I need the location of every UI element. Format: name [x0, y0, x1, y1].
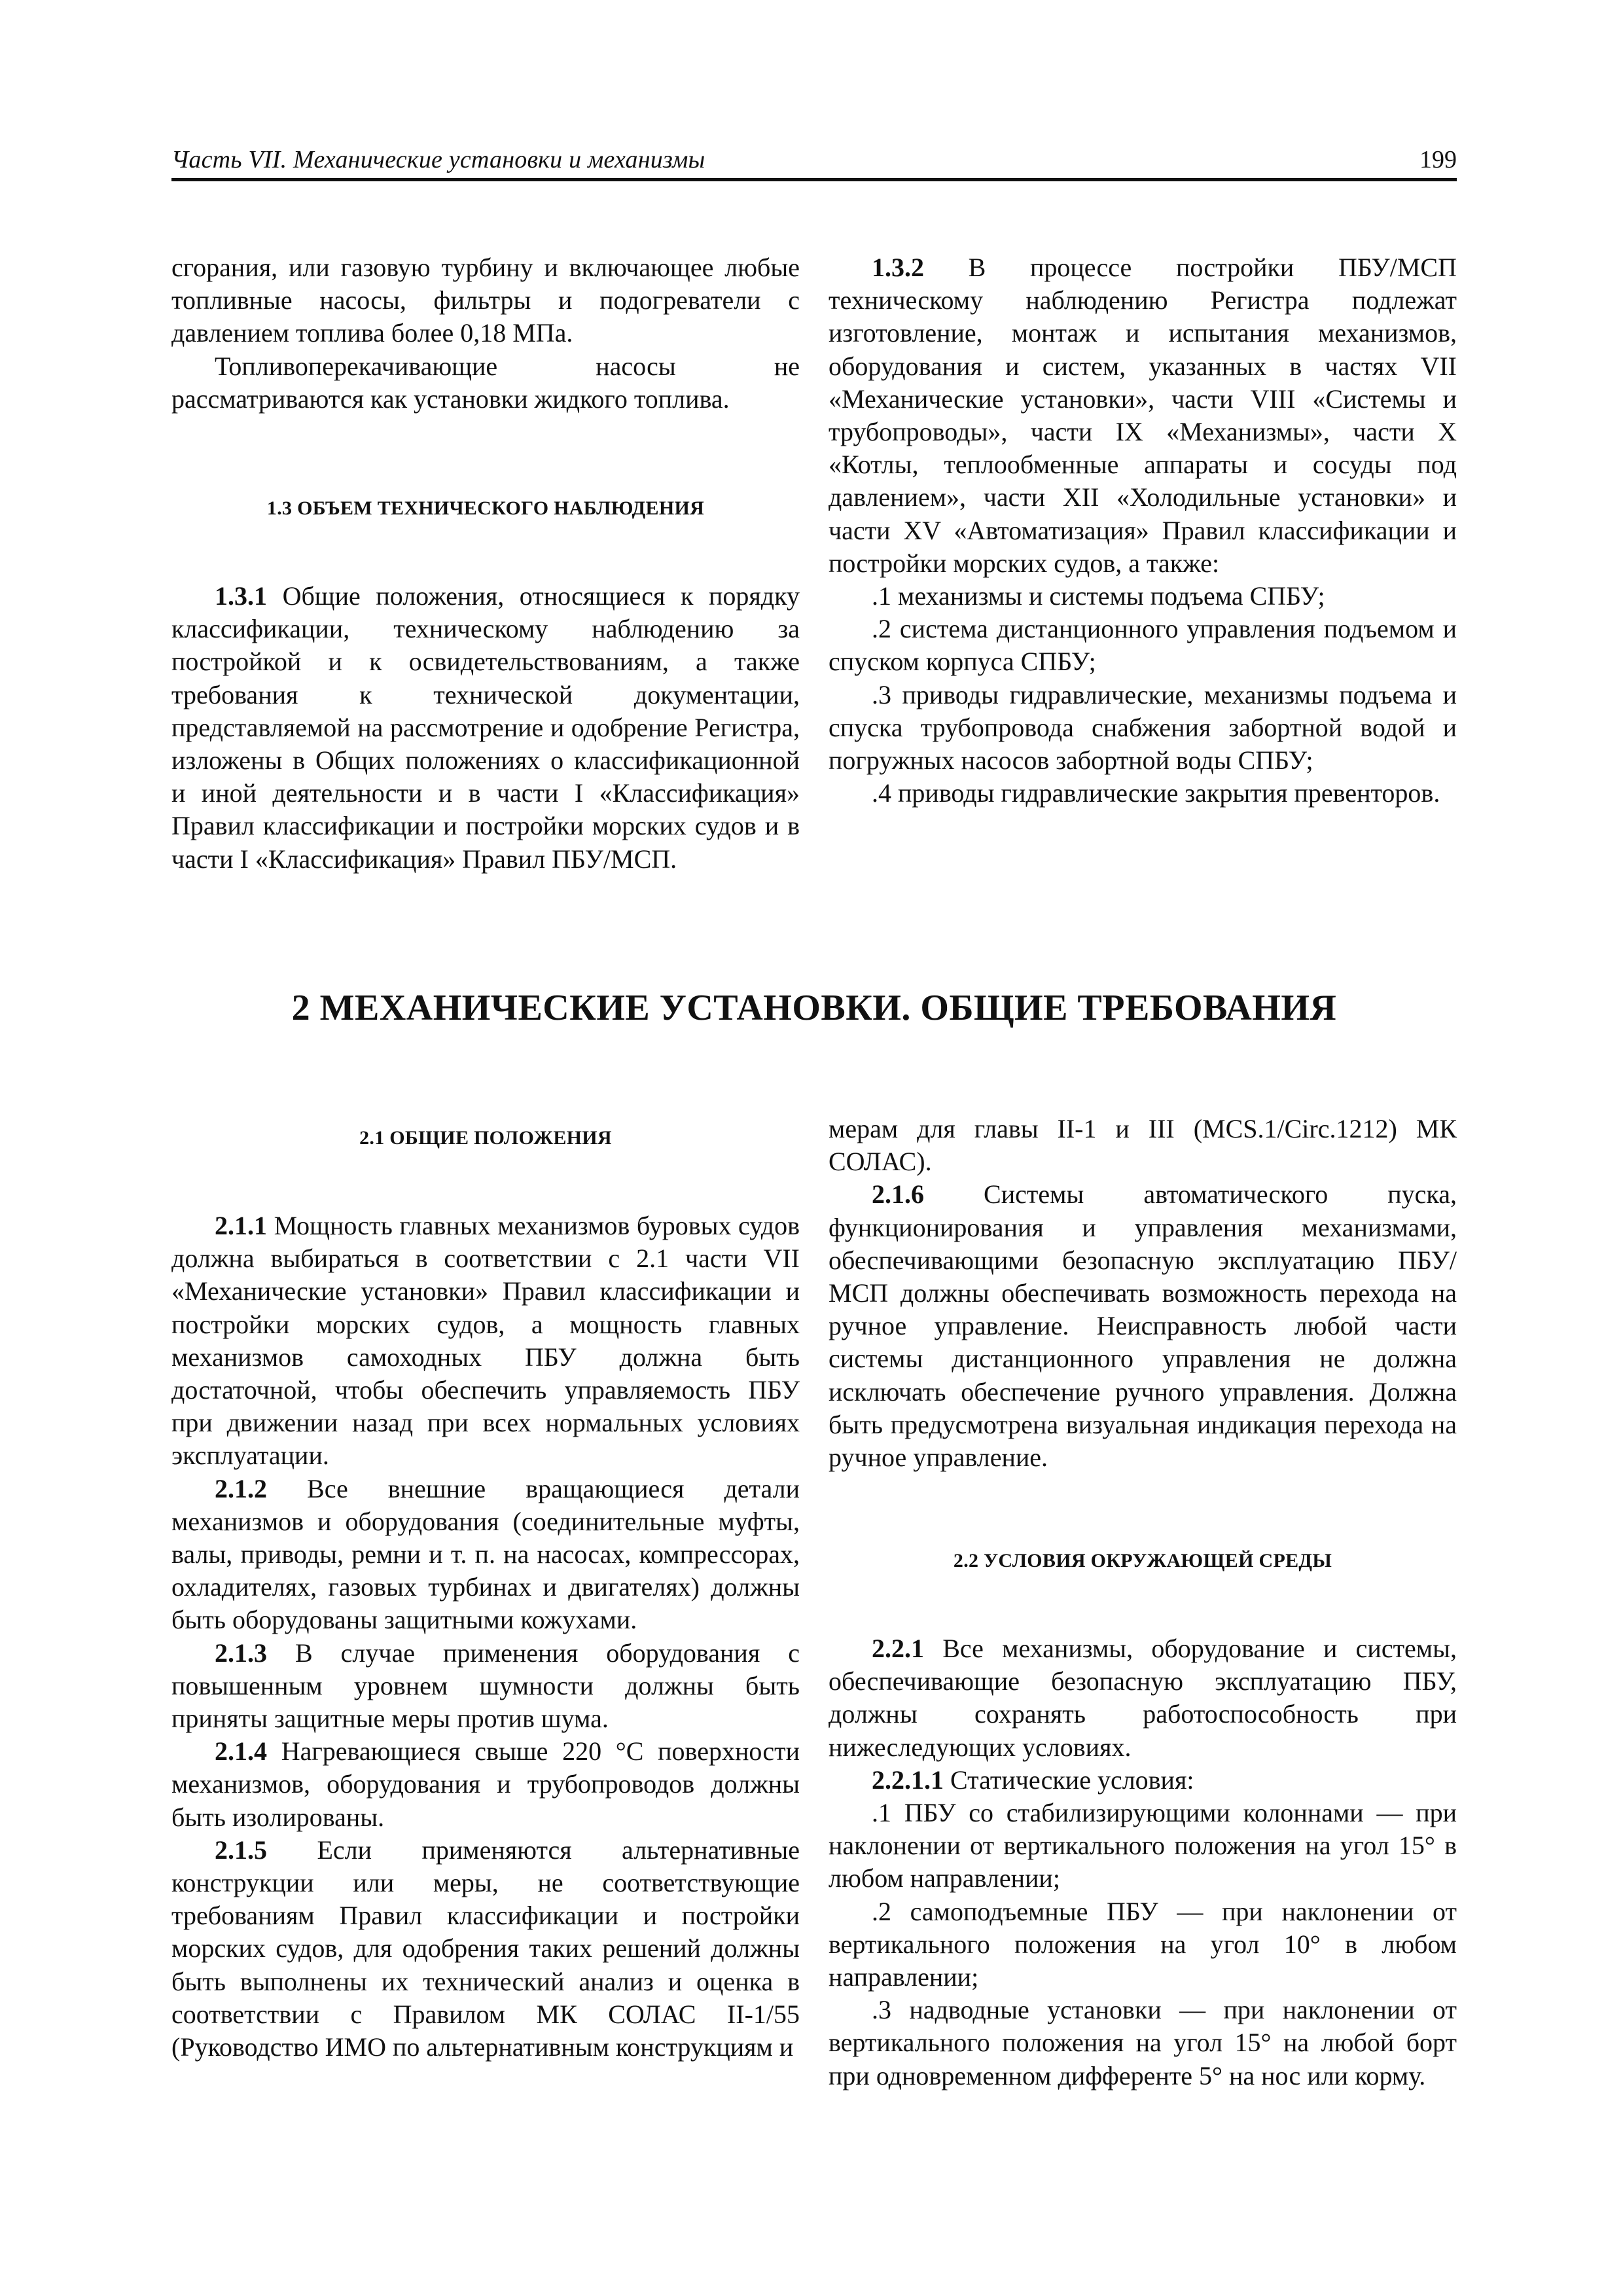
clause-number: 2.1.3 — [215, 1638, 267, 1668]
top-left-column — [171, 251, 800, 416]
clause-text: Общие положения, относящиеся к порядку классификации, техническому наблюдению за постройкой и к освидетельствованиям, а также требования к технической документации, представляемой на рассмотрение и одобрение Регистра, изложены в Общих положениях о классификационной и иной деятельности и в части I «Классификация» Правил классификации и постройки морских судов и в части I «Классификация» Правил ПБУ/МСП. — [171, 581, 800, 874]
chapter-heading: 2 МЕХАНИЧЕСКИЕ УСТАНОВКИ. ОБЩИЕ ТРЕБОВАНИЯ — [291, 988, 1337, 1028]
list-item: .1 механизмы и системы подъема СПБУ; — [872, 581, 1325, 611]
clause-text: Все внешние вращающиеся детали механизмов и оборудования (соединительные муфты, валы, приводы, ремни и т. п. на насосах, компрессорах, охладителях, газовых турбинах и двигателях) должны быть оборудованы защитными кожухами. — [171, 1473, 800, 1635]
clause-number: 2.1.4 — [215, 1736, 267, 1767]
list-item: .2 система дистанционного управления подъемом и спуском корпуса СПБУ; — [829, 614, 1457, 677]
paragraph-continuation: сгорания, или газовую турбину и включающее любые топливные насосы, фильтры и подогреватели с давлением топлива более 0,18 МПа. — [171, 253, 800, 348]
clause-text: В процессе постройки ПБУ/МСП техническому наблюдению Регистра подлежат изготовление, монтаж и испытания механизмов, оборудования и систем, указанных в частях VII «Механические установки», части VIII «Системы и трубопроводы», части IX «Механизмы», части X «Котлы, теплообменные аппараты и сосуды под давлением», части XII «Холодильные установки» и части XV «Автоматизация» Правил классификации и постройки морских судов, а также: — [829, 253, 1457, 578]
clause-number: 2.1.5 — [215, 1835, 267, 1865]
list-item: .2 самоподъемные ПБУ — при наклонении от вертикального положения на угол 10° в любом направлении; — [829, 1896, 1457, 1992]
section-2-2-heading: 2.2 УСЛОВИЯ ОКРУЖАЮЩЕЙ СРЕДЫ — [953, 1550, 1332, 1571]
section-1-3-heading: 1.3 ОБЪЕМ ТЕХНИЧЕСКОГО НАБЛЮДЕНИЯ — [266, 497, 705, 519]
list-item: .1 ПБУ со стабилизирующими колоннами — при наклонении от вертикального положения на угол 15° в любом направлении; — [829, 1798, 1457, 1893]
clause-text: Мощность главных механизмов буровых судов должна выбираться в соответствии с 2.1 части VII «Механические установки» Правил классификации и постройки морских судов, а мощность главных механизмов самоходных ПБУ должна быть достаточной, чтобы обеспечить управляемость ПБУ при движении назад при всех нормальных условиях эксплуатации. — [171, 1211, 800, 1471]
list-item: .3 надводные установки — при наклонении от вертикального положения на угол 15° на любой борт при одновременном дифференте 5° на нос или корму. — [829, 1995, 1457, 2090]
clause-number: 1.3.1 — [215, 581, 267, 611]
bottom-left-column — [171, 1210, 800, 2064]
paragraph-1-3-1 — [171, 580, 800, 876]
running-header — [171, 140, 1457, 181]
clause-text: В случае применения оборудования с повышенным уровнем шумности должны быть приняты защитные меры против шума. — [171, 1638, 800, 1734]
clause-text: Статические условия: — [950, 1765, 1194, 1795]
clause-number: 2.1.2 — [215, 1473, 267, 1503]
clause-text: Системы автоматического пуска, функционирования и управления механизмами, обеспечивающими безопасную эксплуатацию ПБУ/МСП должны обеспечивать возможность перехода на ручное управление. Неисправность любой части системы дистанционного управления не должна исключать обеспечение ручного управления. Должна быть предусмотрена визуальная индикация перехода на ручное управление. — [829, 1179, 1457, 1473]
bottom-right-column — [829, 1113, 1457, 1474]
clause-text: Все механизмы, оборудование и системы, обеспечивающие безопасную эксплуатацию ПБУ, должны сохранять работоспособность при нижеследующих условиях. — [829, 1634, 1457, 1762]
section-2-1-heading: 2.1 ОБЩИЕ ПОЛОЖЕНИЯ — [359, 1127, 612, 1149]
paragraph-continuation: мерам для главы II-1 и III (MCS.1/Circ.1212) МК СОЛАС). — [829, 1114, 1457, 1177]
environment-conditions — [829, 1632, 1457, 2092]
clause-text: Нагревающиеся свыше 220 °С поверхности механизмов, оборудования и трубопроводов должны быть изолированы. — [171, 1736, 800, 1832]
page-number: 199 — [1419, 146, 1457, 173]
clause-text: Если применяются альтернативные конструкции или меры, не соответствующие требованиям Правил классификации и постройки морских судов, для одобрения таких решений должны быть выполнены их технический анализ и оценка в соответствии с Правилом МК СОЛАС II-1/55 (Руководство ИМО по альтернативным конструкциям и — [171, 1835, 800, 2062]
list-item: .3 приводы гидравлические, механизмы подъема и спуска трубопровода снабжения забортной водой и погружных насосов забортной воды СПБУ; — [829, 679, 1457, 776]
clause-number: 2.2.1 — [872, 1634, 924, 1663]
top-right-column — [829, 251, 1457, 810]
clause-number: 2.1.6 — [872, 1179, 924, 1210]
clause-number: 1.3.2 — [872, 253, 924, 282]
clause-number: 2.2.1.1 — [872, 1765, 944, 1795]
header-title: Часть VII. Механические установки и механизмы — [171, 146, 705, 173]
list-item: .4 приводы гидравлические закрытия превенторов. — [872, 778, 1440, 808]
paragraph-fuel-pumps: Топливоперекачивающие насосы не рассматриваются как установки жидкого топлива. — [171, 351, 800, 414]
clause-number: 2.1.1 — [215, 1211, 267, 1240]
